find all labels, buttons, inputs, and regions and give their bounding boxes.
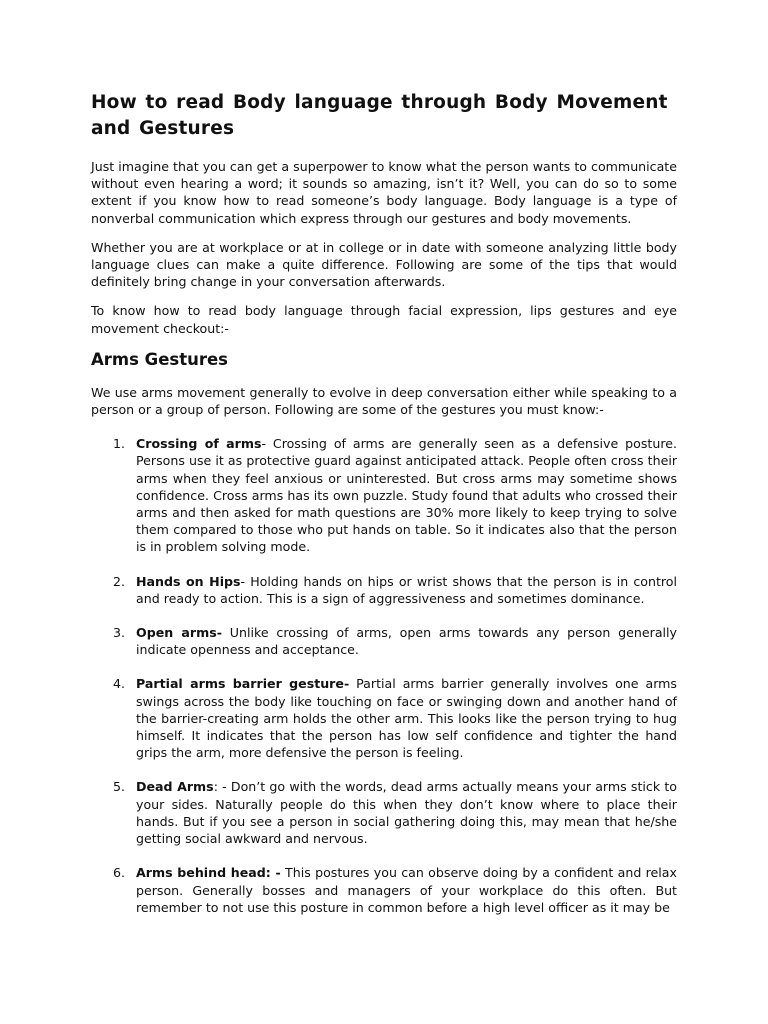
list-number: 2. (113, 573, 126, 589)
list-number: 6. (113, 865, 126, 881)
list-text: - Holding hands on hips or wrist shows that the person is in control and ready to action. This is a sign of aggressiveness and sometimes dominance. (136, 573, 677, 606)
intro-paragraph-1: Just imagine that you can get a superpower to know what the person wants to communicate without even hearing a word; it sounds so amazing, isn’t it? Well, you can do so to some extent if you know how to read someone’s body language. Body language is a type of nonverbal communication which express through our gestures and body movements. (91, 159, 677, 226)
list-item (91, 624, 677, 658)
section-intro: We use arms movement generally to evolve in deep conversation either while speaking to a person or a group of person. Following are some of the gestures you must know:- (91, 384, 677, 418)
list-number: 1. (113, 436, 126, 452)
list-number: 5. (113, 779, 126, 795)
list-item (91, 435, 677, 555)
list-item (91, 864, 677, 916)
list-term: Arms behind head: - (136, 865, 281, 881)
section-heading: Arms Gestures (91, 349, 229, 369)
list-text: - Crossing of arms are generally seen as a defensive posture. Persons use it as protective guard against anticipated attack. People often cross their arms when they feel anxious or uninterested. But cross arms may sometime shows confidence. Cross arms has its own puzzle. Study found that adults who crossed their arms and then asked for math questions are 30% more likely to keep trying to solve them compared to those who put hands on table. So it indicates also that the person is in problem solving mode. (136, 436, 678, 555)
gesture-list (91, 435, 677, 916)
list-term: Dead Arms (136, 779, 214, 795)
document-title: How to read Body language through Body Movement and Gestures (91, 92, 668, 139)
list-text: Partial arms barrier generally involves one arms swings across the body like touching on face or swinging down and another hand of the barrier-creating arm holds the other arm. This looks like the person trying to hug himself. It indicates that the person has low self confidence and tighter the hand grips the arm, more defensive the person is feeling. (136, 676, 677, 761)
list-text: : - Don’t go with the words, dead arms actually means your arms stick to your sides. Naturally people do this when they don’t know where to place their hands. But if you see a person in social gathering doing this, may mean that he/she getting social awkward and nervous. (136, 779, 677, 847)
list-item (91, 675, 677, 761)
list-term: Open arms- (136, 625, 222, 641)
intro-paragraph-2: Whether you are at workplace or at in college or in date with someone analyzing little body language clues can make a quite difference. Following are some of the tips that would definitely bring change in your conversation afterwards. (91, 239, 677, 290)
list-number: 4. (113, 676, 126, 692)
list-item (91, 573, 677, 607)
list-item (91, 778, 677, 847)
list-term: Crossing of arms (136, 436, 262, 452)
list-term: Partial arms barrier gesture- (136, 676, 350, 692)
list-text: Unlike crossing of arms, open arms towards any person generally indicate openness and acceptance. (136, 625, 677, 658)
list-number: 3. (113, 625, 126, 641)
intro-paragraph-3: To know how to read body language through facial expression, lips gestures and eye movement checkout:- (91, 303, 677, 336)
list-term: Hands on Hips (136, 573, 241, 589)
document-page (91, 90, 677, 933)
list-text: This postures you can observe doing by a confident and relax person. Generally bosses and managers of your workplace do this often. But remember to not use this posture in common before a high level officer as it may be (136, 865, 677, 915)
